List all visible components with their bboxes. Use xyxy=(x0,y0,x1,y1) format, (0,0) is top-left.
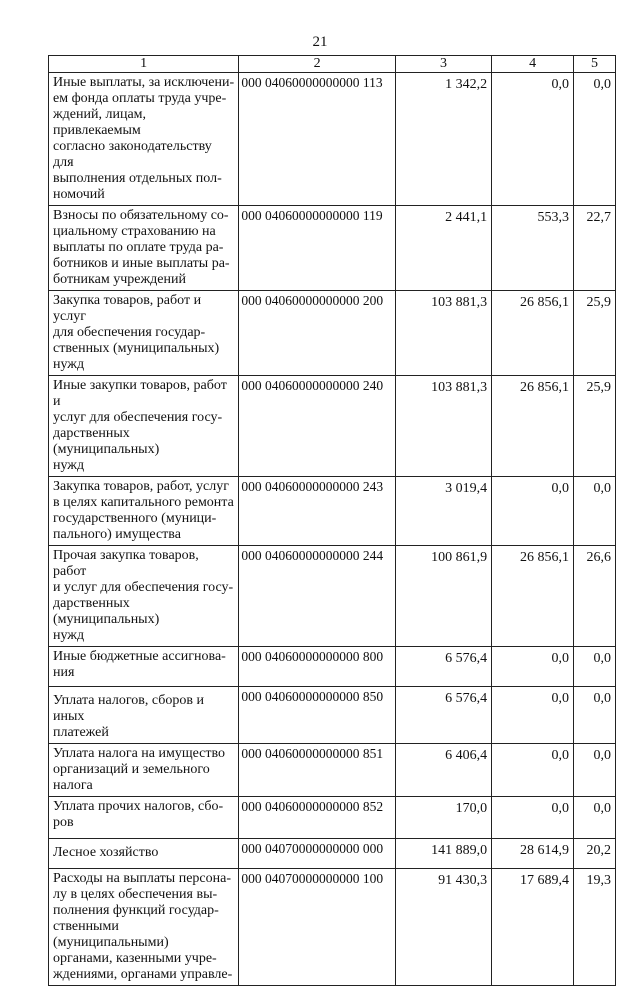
row-code: 000 04060000000000 240 xyxy=(239,376,396,477)
budget-table xyxy=(48,55,616,986)
row-name: Закупка товаров, работ, услуг в целях капитального ремонта государственного (муници- пального) имущества xyxy=(49,477,239,546)
row-value-3: 170,0 xyxy=(395,797,491,839)
column-header: 1 xyxy=(49,56,239,73)
row-value-3: 2 441,1 xyxy=(395,206,491,291)
table-row xyxy=(49,744,616,797)
page-number: 21 xyxy=(312,34,328,50)
row-value-4: 0,0 xyxy=(492,477,574,546)
row-value-4: 0,0 xyxy=(492,797,574,839)
row-value-3: 91 430,3 xyxy=(395,869,491,986)
row-value-3: 6 406,4 xyxy=(395,744,491,797)
row-value-4: 553,3 xyxy=(492,206,574,291)
row-name: Иные бюджетные ассигнова- ния xyxy=(49,647,239,687)
row-value-4: 26 856,1 xyxy=(492,546,574,647)
row-code: 000 04070000000000 100 xyxy=(239,869,396,986)
table-header-row xyxy=(49,56,616,73)
table-row xyxy=(49,477,616,546)
row-code: 000 04060000000000 243 xyxy=(239,477,396,546)
row-value-3: 6 576,4 xyxy=(395,647,491,687)
row-value-5: 20,2 xyxy=(574,839,616,869)
table-row xyxy=(49,291,616,376)
row-value-5: 25,9 xyxy=(574,291,616,376)
row-name: Взносы по обязательному со- циальному страхованию на выплаты по оплате труда ра- ботников и иные выплаты ра- ботникам учреждений xyxy=(49,206,239,291)
row-name: Уплата прочих налогов, сбо- ров xyxy=(49,797,239,839)
table-row xyxy=(49,546,616,647)
row-code: 000 04060000000000 119 xyxy=(239,206,396,291)
table-row xyxy=(49,839,616,869)
row-value-5: 0,0 xyxy=(574,687,616,744)
row-value-4: 26 856,1 xyxy=(492,376,574,477)
row-value-5: 19,3 xyxy=(574,869,616,986)
row-name: Расходы на выплаты персона- лу в целях обеспечения вы- полнения функций государ- ственными (муниципальными) органами, казенными учре- ждениями, органами управле- xyxy=(49,869,239,986)
column-header: 2 xyxy=(239,56,396,73)
row-value-4: 0,0 xyxy=(492,647,574,687)
row-value-3: 3 019,4 xyxy=(395,477,491,546)
row-code: 000 04060000000000 800 xyxy=(239,647,396,687)
column-header: 5 xyxy=(574,56,616,73)
row-name: Иные выплаты, за исключени- ем фонда оплаты труда учре- ждений, лицам, привлекаемым согласно законодательству для выполнения отдельных пол- номочий xyxy=(49,73,239,206)
row-value-5: 25,9 xyxy=(574,376,616,477)
table-row xyxy=(49,376,616,477)
row-value-3: 1 342,2 xyxy=(395,73,491,206)
row-name: Закупка товаров, работ и услуг для обеспечения государ- ственных (муниципальных) нужд xyxy=(49,291,239,376)
row-value-4: 26 856,1 xyxy=(492,291,574,376)
row-code: 000 04060000000000 851 xyxy=(239,744,396,797)
row-value-5: 26,6 xyxy=(574,546,616,647)
row-value-5: 0,0 xyxy=(574,797,616,839)
column-header: 4 xyxy=(492,56,574,73)
row-code: 000 04060000000000 200 xyxy=(239,291,396,376)
row-value-3: 103 881,3 xyxy=(395,376,491,477)
row-value-4: 0,0 xyxy=(492,73,574,206)
row-value-4: 0,0 xyxy=(492,687,574,744)
row-code: 000 04070000000000 000 xyxy=(239,839,396,869)
row-value-5: 0,0 xyxy=(574,744,616,797)
row-code: 000 04060000000000 852 xyxy=(239,797,396,839)
row-value-3: 100 861,9 xyxy=(395,546,491,647)
row-code: 000 04060000000000 113 xyxy=(239,73,396,206)
row-value-5: 0,0 xyxy=(574,477,616,546)
row-value-5: 0,0 xyxy=(574,647,616,687)
table-row xyxy=(49,647,616,687)
row-name: Прочая закупка товаров, работ и услуг для обеспечения госу- дарственных (муниципальных) нужд xyxy=(49,546,239,647)
row-name: Иные закупки товаров, работ и услуг для обеспечения госу- дарственных (муниципальных) нужд xyxy=(49,376,239,477)
table-row xyxy=(49,73,616,206)
table-row xyxy=(49,206,616,291)
table-row xyxy=(49,687,616,744)
row-name: Уплата налогов, сборов и иных платежей xyxy=(49,687,239,744)
row-value-3: 141 889,0 xyxy=(395,839,491,869)
row-value-5: 22,7 xyxy=(574,206,616,291)
table-row xyxy=(49,869,616,986)
column-header: 3 xyxy=(395,56,491,73)
table-row xyxy=(49,797,616,839)
row-value-3: 103 881,3 xyxy=(395,291,491,376)
row-value-4: 28 614,9 xyxy=(492,839,574,869)
row-code: 000 04060000000000 244 xyxy=(239,546,396,647)
row-code: 000 04060000000000 850 xyxy=(239,687,396,744)
row-value-3: 6 576,4 xyxy=(395,687,491,744)
row-value-4: 17 689,4 xyxy=(492,869,574,986)
row-value-4: 0,0 xyxy=(492,744,574,797)
row-name: Лесное хозяйство xyxy=(49,839,239,869)
row-name: Уплата налога на имущество организаций и земельного налога xyxy=(49,744,239,797)
row-value-5: 0,0 xyxy=(574,73,616,206)
